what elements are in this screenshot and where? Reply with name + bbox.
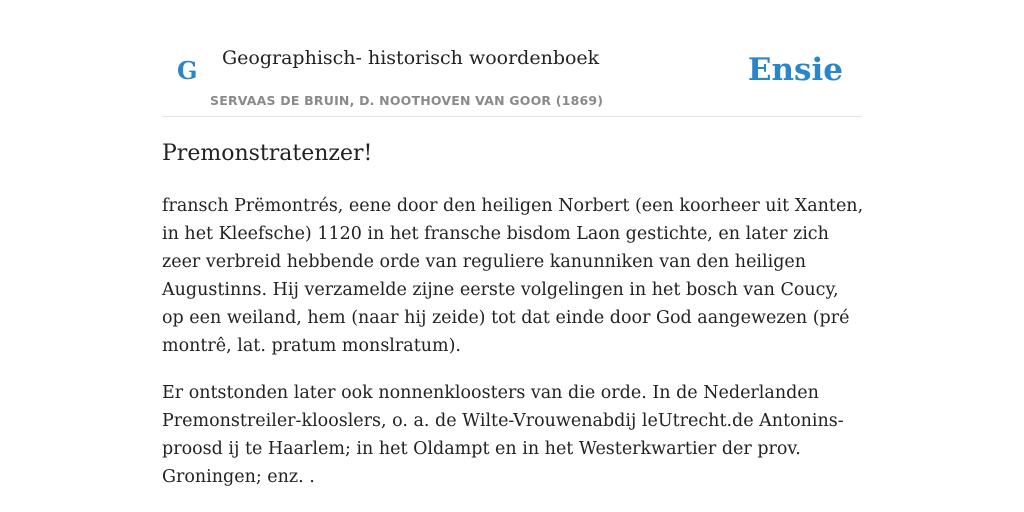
entry-paragraph: fransch Prëmontrés, eene door den heiligen Norbert (een koorheer uit Xanten, in het Kleefsche) 1120 in het fransche bisdom Laon gestichte, en later zich zeer verbreid hebbende orde van reguliere kanunniken van den heiligen Augustinns. Hij verzamelde zijne eerste volgelingen in het bosch van Coucy, op een weiland, hem (naar hij zeide) tot dat einde door God aangewezen (pré montrê, lat. pratum monslratum).	[162, 196, 864, 356]
book-author: SERVAAS DE BRUIN, D. NOOTHOVEN VAN GOOR (1869)	[210, 93, 604, 108]
entry-title: Premonstratenzer!	[162, 141, 373, 166]
book-title-link[interactable]: Geographisch- historisch woordenboek	[222, 47, 600, 69]
entry-paragraph: Er ontstonden later ook nonnenkloosters van die orde. In de Nederlanden Premonstreiler-klooslers, o. a. de Wilte-Vrouwenabdij leUtrecht.de Antonins-proosd ij te Haarlem; in het Oldampt en in het Westerkwartier der prov. Groningen; enz. .	[162, 383, 844, 487]
brand-logo[interactable]: Ensie	[747, 52, 843, 88]
entry-content	[162, 137, 864, 491]
book-initial-icon[interactable]: G	[177, 56, 198, 85]
book-header	[162, 0, 862, 117]
